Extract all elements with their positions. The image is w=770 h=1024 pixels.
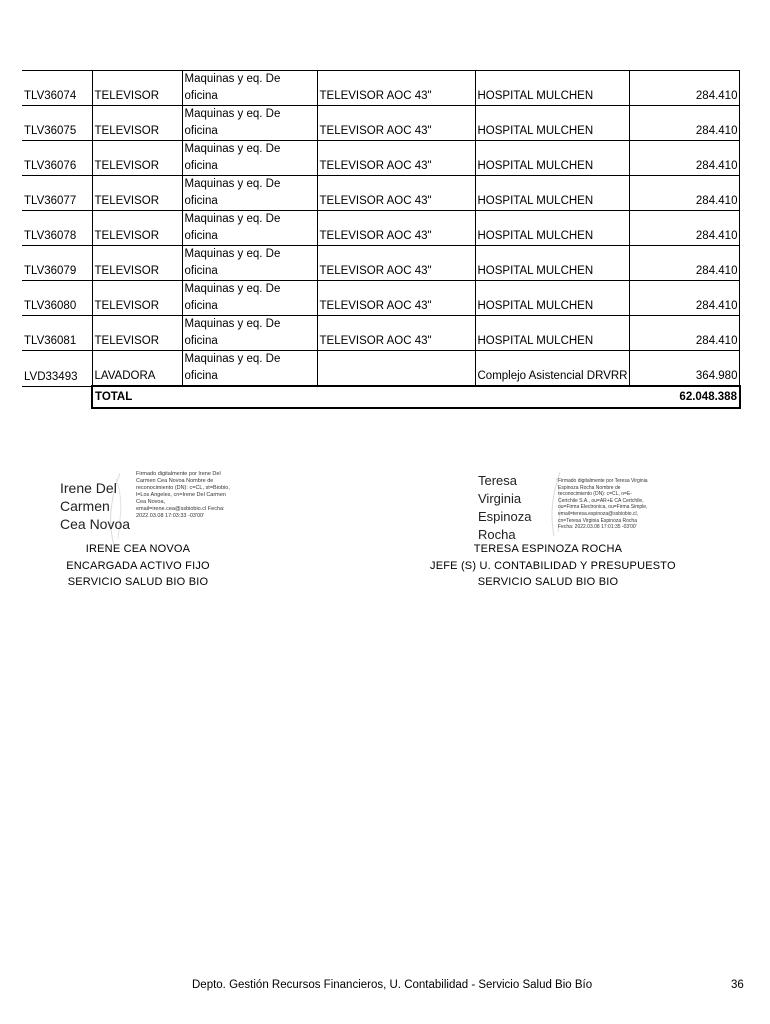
caption-line: SERVICIO SALUD BIO BIO bbox=[477, 576, 619, 588]
item-cell: TELEVISOR bbox=[92, 176, 182, 211]
signer-name-line: Espinoza bbox=[478, 509, 532, 524]
code-cell: TLV36076 bbox=[22, 141, 92, 176]
value-cell: 284.410 bbox=[630, 316, 740, 351]
code-cell: TLV36074 bbox=[22, 71, 92, 106]
value-cell: 284.410 bbox=[630, 281, 740, 316]
description-cell: TELEVISOR AOC 43" bbox=[317, 316, 475, 351]
code-cell: TLV36080 bbox=[22, 281, 92, 316]
item-cell: TELEVISOR bbox=[92, 141, 182, 176]
signer-name-line: Irene Del bbox=[60, 480, 117, 496]
page-number: 36 bbox=[731, 979, 744, 991]
value-cell: 364.980 bbox=[630, 351, 740, 387]
description-cell: TELEVISOR AOC 43" bbox=[317, 141, 475, 176]
code-cell: TLV36077 bbox=[22, 176, 92, 211]
table-row bbox=[22, 176, 740, 211]
code-cell: TLV36079 bbox=[22, 246, 92, 281]
item-cell: TELEVISOR bbox=[92, 106, 182, 141]
value-cell: 284.410 bbox=[630, 176, 740, 211]
category-cell: Maquinas y eq. De oficina bbox=[182, 211, 317, 246]
asset-table bbox=[22, 70, 741, 409]
description-cell bbox=[317, 351, 475, 387]
location-cell: HOSPITAL MULCHEN bbox=[475, 176, 630, 211]
signer-name-line: Cea Novoa bbox=[60, 516, 131, 532]
category-cell: Maquinas y eq. De oficina bbox=[182, 281, 317, 316]
location-cell: Complejo Asistencial DRVRR bbox=[475, 351, 630, 387]
category-cell: Maquinas y eq. De oficina bbox=[182, 106, 317, 141]
description-cell: TELEVISOR AOC 43" bbox=[317, 211, 475, 246]
table-row bbox=[22, 351, 740, 387]
code-cell: TLV36078 bbox=[22, 211, 92, 246]
item-cell: TELEVISOR bbox=[92, 211, 182, 246]
caption-line: IRENE CEA NOVOA bbox=[85, 543, 191, 555]
table-row bbox=[22, 246, 740, 281]
code-cell: LVD33493 bbox=[22, 351, 92, 387]
caption-line: JEFE (S) U. CONTABILIDAD Y PRESUPUESTO bbox=[430, 559, 676, 572]
signer-name-line: Carmen bbox=[60, 498, 110, 514]
digital-signature-details: Firmado digitalmente por Teresa Virginia Espinoza Rocha Nombre de reconocimiento (DN): c=CL, o=E-Certchile S.A., ou=AR+E CA Certchile, ou=Firma Electronica, ou=Firma Simple, email=teresa.espinoza@ssbiobio.cl, cn=Teresa Virginia Espinoza Rocha Fecha: 2022.03.08 17:01:35 -03'00' bbox=[558, 478, 648, 531]
total-value: 62.048.388 bbox=[630, 386, 740, 408]
category-cell: Maquinas y eq. De oficina bbox=[182, 351, 317, 387]
value-cell: 284.410 bbox=[630, 246, 740, 281]
total-label: TOTAL bbox=[92, 386, 630, 408]
description-cell: TELEVISOR AOC 43" bbox=[317, 71, 475, 106]
signature-block-jefe bbox=[470, 470, 650, 540]
category-cell: Maquinas y eq. De oficina bbox=[182, 176, 317, 211]
signer-name-line: Teresa bbox=[478, 473, 518, 488]
item-cell: TELEVISOR bbox=[92, 316, 182, 351]
location-cell: HOSPITAL MULCHEN bbox=[475, 246, 630, 281]
table-row bbox=[22, 211, 740, 246]
table-row bbox=[22, 106, 740, 141]
description-cell: TELEVISOR AOC 43" bbox=[317, 246, 475, 281]
digital-signature-details: Firmado digitalmente por Irene Del Carmen Cea Novoa Nombre de reconocimiento (DN): c=CL, st=Biobio, l=Los Angeles, cn=Irene Del Carmen Cea Novoa, email=irene.cea@ssbiobio.cl Fecha: 2022.03.08 17:03:33 -03'00' bbox=[136, 471, 230, 519]
caption-line: SERVICIO SALUD BIO BIO bbox=[67, 576, 209, 588]
description-cell: TELEVISOR AOC 43" bbox=[317, 176, 475, 211]
signature-caption-encargada bbox=[40, 541, 236, 591]
value-cell: 284.410 bbox=[630, 106, 740, 141]
signer-name-line: Virginia bbox=[478, 491, 522, 506]
category-cell: Maquinas y eq. De oficina bbox=[182, 246, 317, 281]
table-row bbox=[22, 281, 740, 316]
code-cell: TLV36075 bbox=[22, 106, 92, 141]
item-cell: TELEVISOR bbox=[92, 71, 182, 106]
location-cell: HOSPITAL MULCHEN bbox=[475, 71, 630, 106]
description-cell: TELEVISOR AOC 43" bbox=[317, 106, 475, 141]
caption-line: TERESA ESPINOZA ROCHA bbox=[473, 543, 623, 555]
item-cell: TELEVISOR bbox=[92, 281, 182, 316]
value-cell: 284.410 bbox=[630, 211, 740, 246]
location-cell: HOSPITAL MULCHEN bbox=[475, 281, 630, 316]
caption-line: ENCARGADA ACTIVO FIJO bbox=[66, 559, 210, 572]
table-row bbox=[22, 316, 740, 351]
table-row bbox=[22, 141, 740, 176]
total-row bbox=[22, 386, 740, 408]
value-cell: 284.410 bbox=[630, 71, 740, 106]
location-cell: HOSPITAL MULCHEN bbox=[475, 141, 630, 176]
footer-text: Depto. Gestión Recursos Financieros, U. Contabilidad - Servicio Salud Bio Bío bbox=[192, 979, 593, 991]
location-cell: HOSPITAL MULCHEN bbox=[475, 106, 630, 141]
table-row bbox=[22, 71, 740, 106]
code-cell: TLV36081 bbox=[22, 316, 92, 351]
category-cell: Maquinas y eq. De oficina bbox=[182, 141, 317, 176]
value-cell: 284.410 bbox=[630, 141, 740, 176]
item-cell: TELEVISOR bbox=[92, 246, 182, 281]
location-cell: HOSPITAL MULCHEN bbox=[475, 316, 630, 351]
description-cell: TELEVISOR AOC 43" bbox=[317, 281, 475, 316]
item-cell: LAVADORA bbox=[92, 351, 182, 387]
signature-caption-jefe bbox=[430, 541, 676, 591]
location-cell: HOSPITAL MULCHEN bbox=[475, 211, 630, 246]
category-cell: Maquinas y eq. De oficina bbox=[182, 316, 317, 351]
signer-name-line: Rocha bbox=[478, 527, 516, 542]
category-cell: Maquinas y eq. De oficina bbox=[182, 71, 317, 106]
